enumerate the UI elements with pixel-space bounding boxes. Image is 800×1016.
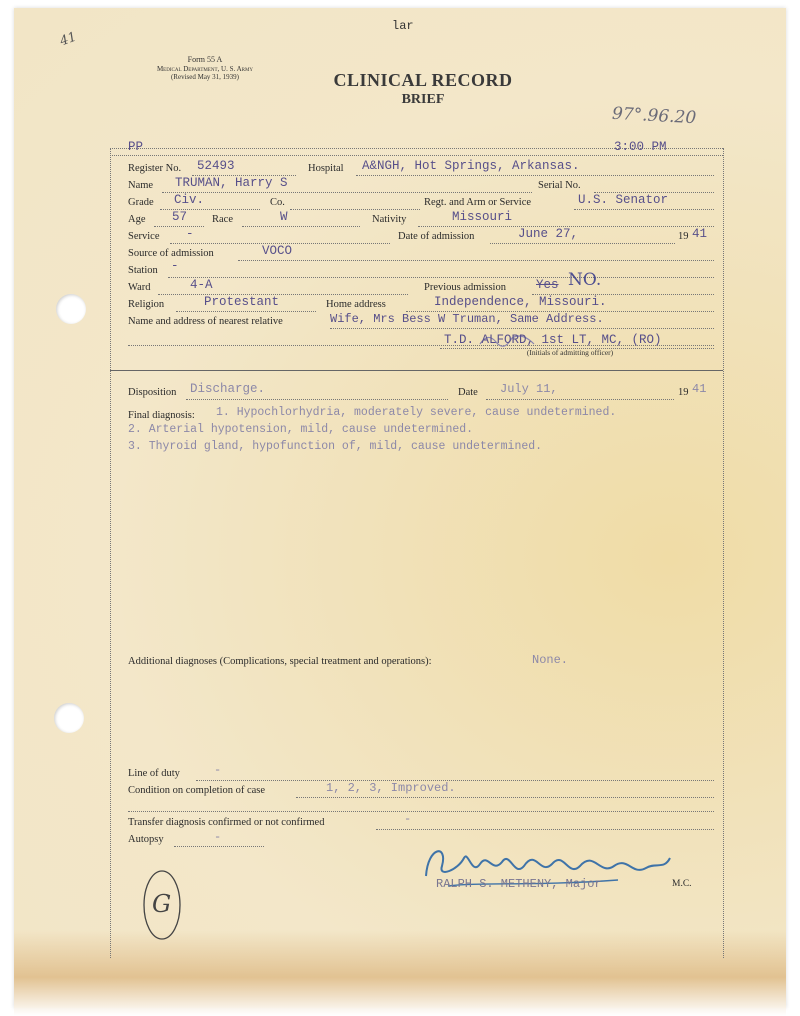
disposition-value: Discharge. <box>190 382 266 396</box>
station-label: Station <box>128 265 158 276</box>
relative-value: Wife, Mrs Bess W Truman, Same Address. <box>330 312 604 326</box>
name-label: Name <box>128 180 154 191</box>
diagnosis-item-1: 1. Hypochlorhydria, moderately severe, cause undetermined. <box>216 406 617 419</box>
signer-suffix: M.C. <box>672 879 692 889</box>
form-line-2: Medical Department, U. S. Army <box>156 64 254 73</box>
top-mark: lar <box>392 19 414 33</box>
service-value: - <box>186 227 194 241</box>
religion-value: Protestant <box>204 295 280 309</box>
date-admission-year-prefix: 19 <box>678 231 689 242</box>
hospital-label: Hospital <box>308 163 344 174</box>
admitting-officer-value: T.D. ALFORD, 1st LT, MC, (RO) <box>444 333 662 347</box>
date-admission-label: Date of admission <box>398 231 475 242</box>
nativity-value: Missouri <box>452 210 513 224</box>
ref-left: PP <box>128 140 144 154</box>
time-value: 3:00 PM <box>614 140 667 154</box>
final-diagnosis-label: Final diagnosis: <box>128 410 195 421</box>
line-of-duty-value: - <box>214 763 222 777</box>
form-line-3: (Revised May 31, 1939) <box>170 72 240 81</box>
disposition-label: Disposition <box>128 387 177 398</box>
home-address-value: Independence, Missouri. <box>434 295 607 309</box>
relative-label: Name and address of nearest relative <box>128 316 283 327</box>
paper-edge <box>14 930 786 1016</box>
form-title: CLINICAL RECORD <box>333 70 513 90</box>
register-label: Register No. <box>128 163 182 174</box>
source-label: Source of admission <box>128 248 214 259</box>
disposition-year-prefix: 19 <box>678 387 689 398</box>
source-value: VOCO <box>262 244 293 258</box>
autopsy-label: Autopsy <box>128 834 164 845</box>
left-border <box>110 148 111 958</box>
age-label: Age <box>128 214 146 225</box>
previous-admission-label: Previous admission <box>424 282 506 293</box>
grade-value: Civ. <box>174 193 205 207</box>
diagnosis-item-3: 3. Thyroid gland, hypofunction of, mild, cause undetermined. <box>128 440 543 453</box>
ward-label: Ward <box>128 282 151 293</box>
corner-mark: 41 <box>57 29 79 50</box>
admitting-officer-caption: (Initials of admitting officer) <box>526 348 614 357</box>
section-divider <box>110 370 723 371</box>
co-label: Co. <box>270 197 285 208</box>
regt-label: Regt. and Arm or Service <box>424 197 532 208</box>
station-value: - <box>171 259 179 273</box>
punch-hole-lower <box>54 703 84 733</box>
race-label: Race <box>212 214 233 225</box>
circled-mark-letter: G <box>152 890 172 918</box>
age-value: 57 <box>172 210 188 224</box>
top-border-inner <box>110 155 723 156</box>
ward-value: 4-A <box>190 278 213 292</box>
register-value: 52493 <box>197 159 235 173</box>
form-line-1: Form 55 A <box>187 55 223 64</box>
previous-admission-struck: Yes <box>536 278 559 292</box>
additional-diagnoses-value: None. <box>532 653 569 667</box>
regt-value: U.S. Senator <box>578 193 669 207</box>
autopsy-value: - <box>214 830 222 844</box>
nativity-label: Nativity <box>372 214 407 225</box>
race-value: W <box>280 210 288 224</box>
disposition-date-label: Date <box>458 387 478 398</box>
condition-label: Condition on completion of case <box>128 785 266 796</box>
date-admission-value: June 27, <box>518 227 579 241</box>
service-label: Service <box>128 231 160 242</box>
grade-label: Grade <box>128 197 154 208</box>
transfer-value: - <box>404 812 412 826</box>
additional-diagnoses-label: Additional diagnoses (Complications, special treatment and operations): <box>128 656 432 667</box>
disposition-year: 41 <box>692 382 707 396</box>
religion-label: Religion <box>128 299 165 310</box>
hospital-value: A&NGH, Hot Springs, Arkansas. <box>362 159 580 173</box>
previous-admission-handwritten: NO. <box>568 270 602 290</box>
diagnosis-item-2: 2. Arterial hypotension, mild, cause undetermined. <box>128 423 474 436</box>
serial-label: Serial No. <box>538 180 581 191</box>
line-of-duty-label: Line of duty <box>128 768 180 779</box>
disposition-date-value: July 11, <box>500 382 558 396</box>
transfer-label: Transfer diagnosis confirmed or not confirmed <box>128 817 325 828</box>
home-address-label: Home address <box>326 299 386 310</box>
form-subtitle: BRIEF <box>401 92 445 107</box>
signer-typed-name: RALPH S. METHENY, Major <box>436 877 602 891</box>
name-value: TRUMAN, Harry S <box>175 176 288 190</box>
date-admission-year: 41 <box>692 227 708 241</box>
handwritten-code: 97°.96.20 <box>611 103 697 129</box>
punch-hole-upper <box>56 294 86 324</box>
condition-value: 1, 2, 3, Improved. <box>326 781 456 795</box>
form-id-block <box>120 55 290 81</box>
right-border <box>723 148 724 958</box>
